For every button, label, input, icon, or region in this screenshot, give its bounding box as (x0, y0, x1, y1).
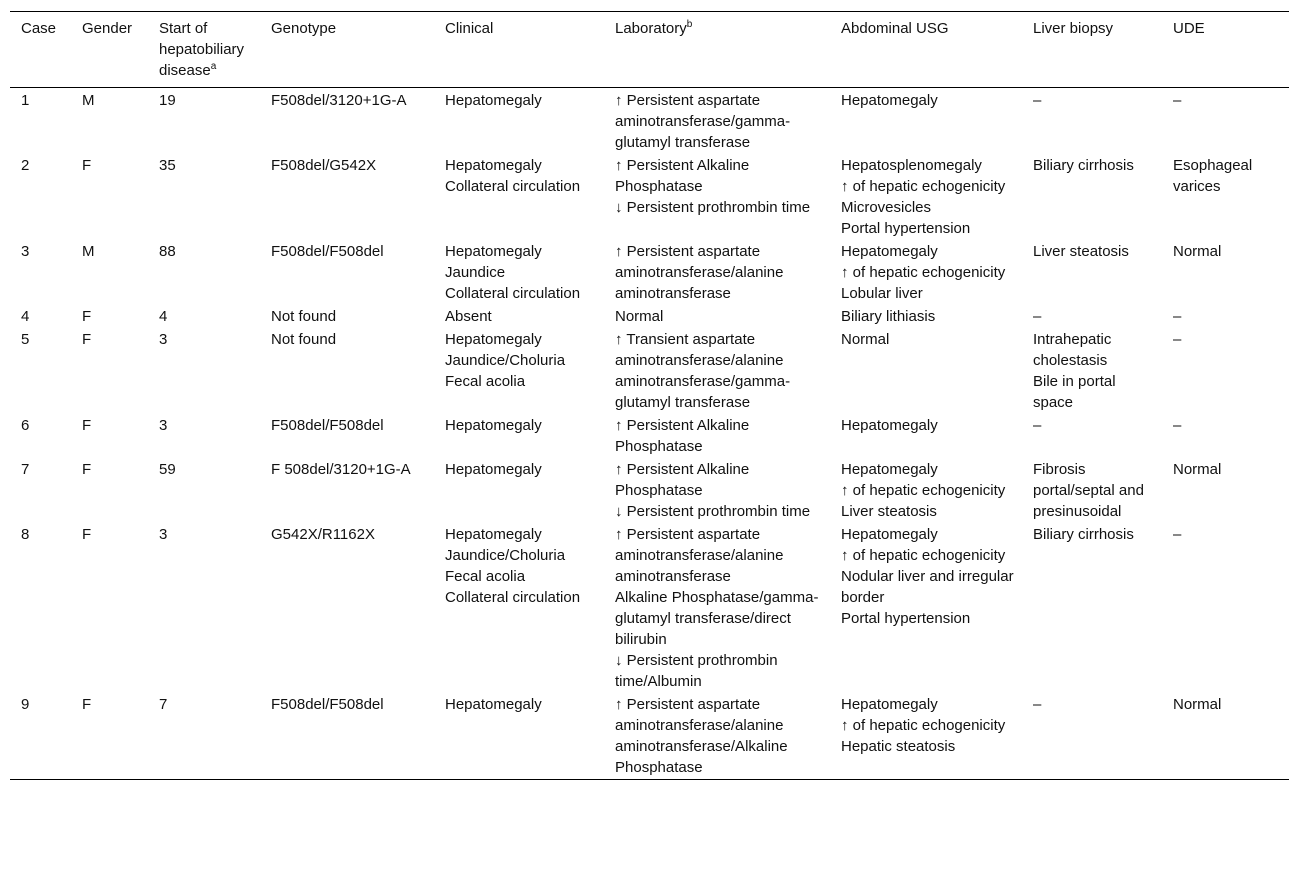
header-abdominal-usg: Abdominal USG (841, 20, 949, 37)
cell-ude-line: – (1173, 308, 1182, 325)
cell-clinical-line: Hepatomegaly (445, 243, 542, 260)
header-ude: UDE (1173, 20, 1205, 37)
cell-ude-line: – (1173, 331, 1182, 348)
cell-abdominal-usg (830, 88, 1022, 155)
cell-abdominal-usg (830, 328, 1022, 414)
cell-start: 3 (159, 526, 168, 543)
cell-liver-biopsy-line: Intrahepatic cholestasis (1033, 331, 1112, 369)
cell-start: 59 (159, 461, 176, 478)
cell-clinical-line: Hepatomegaly (445, 157, 542, 174)
cell-abdominal-usg-line: Nodular liver and irregular border (841, 568, 1014, 606)
cell-clinical-line: Hepatomegaly (445, 461, 542, 478)
cell-genotype: F508del/F508del (271, 243, 384, 260)
cell-case: 5 (21, 331, 30, 348)
cell-gender: F (82, 331, 92, 348)
cell-ude (1162, 523, 1289, 693)
cell-abdominal-usg-line: Hepatomegaly (841, 92, 938, 109)
cell-abdominal-usg (830, 458, 1022, 523)
cell-laboratory (604, 458, 830, 523)
cell-clinical-line: Collateral circulation (445, 589, 581, 606)
cell-liver-biopsy (1022, 458, 1162, 523)
cell-abdominal-usg-line: ↑ of hepatic echogenicity (841, 264, 1006, 281)
cell-case: 8 (21, 526, 30, 543)
cell-liver-biopsy (1022, 154, 1162, 240)
cell-clinical (434, 240, 604, 305)
cell-abdominal-usg (830, 305, 1022, 328)
cell-case: 7 (21, 461, 30, 478)
cell-abdominal-usg-line: Hepatomegaly (841, 417, 938, 434)
header-case: Case (21, 20, 57, 37)
table-row (10, 414, 1289, 458)
cell-abdominal-usg-line: Normal (841, 331, 890, 348)
cell-ude-line: – (1173, 526, 1182, 543)
cell-clinical (434, 414, 604, 458)
cell-start: 4 (159, 308, 168, 325)
cell-laboratory (604, 523, 830, 693)
cell-clinical (434, 154, 604, 240)
header-liver-biopsy: Liver biopsy (1033, 20, 1114, 37)
cell-clinical (434, 328, 604, 414)
cell-start: 19 (159, 92, 176, 109)
cell-ude-line: – (1173, 92, 1182, 109)
cell-liver-biopsy-line: – (1033, 696, 1042, 713)
cell-genotype: F508del/G542X (271, 157, 377, 174)
cell-clinical-line: Jaundice/Choluria (445, 547, 566, 564)
cell-abdominal-usg-line: ↑ of hepatic echogenicity (841, 717, 1006, 734)
cell-abdominal-usg-line: Hepatomegaly (841, 243, 938, 260)
cell-start: 88 (159, 243, 176, 260)
cell-abdominal-usg-line: ↑ of hepatic echogenicity (841, 178, 1006, 195)
cell-ude (1162, 154, 1289, 240)
header-genotype: Genotype (271, 20, 337, 37)
cell-abdominal-usg-line: Hepatosplenomegaly (841, 157, 982, 174)
cell-gender: F (82, 417, 92, 434)
cell-clinical-line: Jaundice (445, 264, 506, 281)
cell-ude-line: Normal (1173, 696, 1222, 713)
cell-abdominal-usg (830, 154, 1022, 240)
cell-clinical-line: Fecal acolia (445, 373, 526, 390)
cell-liver-biopsy-line: Biliary cirrhosis (1033, 157, 1134, 174)
cell-ude-line: – (1173, 417, 1182, 434)
header-laboratory: Laboratory$^b$ (615, 19, 693, 37)
cell-abdominal-usg-line: Hepatomegaly (841, 696, 938, 713)
cell-genotype: G542X/R1162X (271, 526, 375, 543)
table-row (10, 523, 1289, 693)
cell-ude (1162, 240, 1289, 305)
cell-start: 3 (159, 417, 168, 434)
cell-abdominal-usg-line: Hepatomegaly (841, 461, 938, 478)
cell-ude (1162, 414, 1289, 458)
cell-ude (1162, 328, 1289, 414)
cell-genotype: F508del/F508del (271, 696, 384, 713)
cell-clinical-line: Hepatomegaly (445, 331, 542, 348)
cell-liver-biopsy-line: – (1033, 92, 1042, 109)
cell-clinical (434, 88, 604, 155)
header-clinical: Clinical (445, 20, 494, 37)
hepatobiliary-cases-table (10, 11, 1289, 780)
cell-laboratory (604, 88, 830, 155)
cell-clinical (434, 305, 604, 328)
table-header-row (10, 12, 1289, 88)
cell-liver-biopsy-line: – (1033, 417, 1042, 434)
cell-laboratory (604, 305, 830, 328)
cell-laboratory (604, 693, 830, 780)
cell-case: 3 (21, 243, 30, 260)
cell-gender: F (82, 696, 92, 713)
cell-genotype: F508del/3120+1G-A (271, 92, 407, 109)
cell-gender: M (82, 243, 95, 260)
cell-abdominal-usg (830, 523, 1022, 693)
cell-case: 6 (21, 417, 30, 434)
table-row (10, 693, 1289, 780)
cell-liver-biopsy (1022, 693, 1162, 780)
cell-ude-line: Esophageal varices (1173, 157, 1253, 195)
cell-liver-biopsy-line: Fibrosis portal/septal and presinusoidal (1033, 461, 1144, 520)
cell-clinical-line: Hepatomegaly (445, 526, 542, 543)
cell-laboratory (604, 240, 830, 305)
cell-laboratory (604, 328, 830, 414)
cell-laboratory-line: ↑ Persistent Alkaline Phosphatase (615, 461, 750, 499)
cell-laboratory-line: ↑ Persistent aspartate aminotransferase/alanine aminotransferase (615, 526, 784, 585)
cell-clinical-line: Collateral circulation (445, 285, 581, 302)
header-start-of-disease: Start of hepatobiliary disease$^a$ (159, 20, 245, 79)
cell-abdominal-usg-line: Portal hypertension (841, 220, 971, 237)
cell-laboratory-line: ↑ Persistent aspartate aminotransferase/alanine aminotransferase (615, 243, 784, 302)
cell-abdominal-usg-line: Microvesicles (841, 199, 932, 216)
cell-ude (1162, 305, 1289, 328)
cell-gender: M (82, 92, 95, 109)
cell-laboratory-line: Normal (615, 308, 664, 325)
cell-abdominal-usg (830, 414, 1022, 458)
cell-abdominal-usg-line: Liver steatosis (841, 503, 937, 520)
cell-case: 4 (21, 308, 30, 325)
cell-abdominal-usg-line: ↑ of hepatic echogenicity (841, 547, 1006, 564)
cell-liver-biopsy-line: Bile in portal space (1033, 373, 1116, 411)
cell-laboratory-line: ↓ Persistent prothrombin time/Albumin (615, 652, 778, 690)
cell-abdominal-usg (830, 693, 1022, 780)
cell-abdominal-usg-line: Hepatic steatosis (841, 738, 956, 755)
cell-clinical-line: Hepatomegaly (445, 696, 542, 713)
table-row (10, 154, 1289, 240)
cell-laboratory-line: ↑ Persistent aspartate aminotransferase/alanine aminotransferase/Alkaline Phosphatase (615, 696, 788, 776)
cell-laboratory-line: ↓ Persistent prothrombin time (615, 503, 811, 520)
cell-case: 9 (21, 696, 30, 713)
table-row (10, 88, 1289, 155)
cell-laboratory (604, 414, 830, 458)
cell-start: 3 (159, 331, 168, 348)
cell-clinical-line: Hepatomegaly (445, 92, 542, 109)
cell-laboratory-line: ↑ Persistent aspartate aminotransferase/gamma-glutamyl transferase (615, 92, 791, 151)
cell-genotype: F 508del/3120+1G-A (271, 461, 411, 478)
cell-abdominal-usg-line: ↑ of hepatic echogenicity (841, 482, 1006, 499)
cell-liver-biopsy-line: Liver steatosis (1033, 243, 1129, 260)
cell-genotype: F508del/F508del (271, 417, 384, 434)
cell-laboratory (604, 154, 830, 240)
cell-gender: F (82, 157, 92, 174)
cell-abdominal-usg-line: Lobular liver (841, 285, 923, 302)
table-row (10, 240, 1289, 305)
cell-abdominal-usg-line: Biliary lithiasis (841, 308, 936, 325)
cell-clinical-line: Collateral circulation (445, 178, 581, 195)
cell-clinical-line: Fecal acolia (445, 568, 526, 585)
cell-start: 7 (159, 696, 168, 713)
cell-start: 35 (159, 157, 176, 174)
cell-abdominal-usg-line: Portal hypertension (841, 610, 971, 627)
cell-clinical-line: Absent (445, 308, 492, 325)
cell-laboratory-line: Alkaline Phosphatase/gamma-glutamyl transferase/direct bilirubin (615, 589, 819, 648)
cell-liver-biopsy (1022, 328, 1162, 414)
cell-clinical-line: Jaundice/Choluria (445, 352, 566, 369)
cell-laboratory-line: ↑ Persistent Alkaline Phosphatase (615, 417, 750, 455)
cell-clinical (434, 458, 604, 523)
cell-liver-biopsy (1022, 305, 1162, 328)
cell-case: 2 (21, 157, 30, 174)
cell-laboratory-line: ↑ Persistent Alkaline Phosphatase (615, 157, 750, 195)
cell-abdominal-usg-line: Hepatomegaly (841, 526, 938, 543)
cell-abdominal-usg (830, 240, 1022, 305)
cell-genotype: Not found (271, 331, 337, 348)
cell-ude (1162, 693, 1289, 780)
table-row (10, 328, 1289, 414)
cell-clinical (434, 523, 604, 693)
cell-liver-biopsy-line: Biliary cirrhosis (1033, 526, 1134, 543)
cell-gender: F (82, 461, 92, 478)
cell-gender: F (82, 308, 92, 325)
cell-ude-line: Normal (1173, 461, 1222, 478)
cell-liver-biopsy (1022, 523, 1162, 693)
cell-gender: F (82, 526, 92, 543)
cell-liver-biopsy (1022, 88, 1162, 155)
cell-ude (1162, 458, 1289, 523)
table-row (10, 305, 1289, 328)
cell-liver-biopsy-line: – (1033, 308, 1042, 325)
cell-case: 1 (21, 92, 30, 109)
cell-ude-line: Normal (1173, 243, 1222, 260)
header-gender: Gender (82, 20, 133, 37)
cell-ude (1162, 88, 1289, 155)
cell-laboratory-line: ↑ Transient aspartate aminotransferase/alanine aminotransferase/gamma-glutamyl transferase (615, 331, 791, 411)
cell-laboratory-line: ↓ Persistent prothrombin time (615, 199, 811, 216)
cell-clinical (434, 693, 604, 780)
cell-clinical-line: Hepatomegaly (445, 417, 542, 434)
cell-genotype: Not found (271, 308, 337, 325)
cell-liver-biopsy (1022, 240, 1162, 305)
cell-liver-biopsy (1022, 414, 1162, 458)
table-row (10, 458, 1289, 523)
